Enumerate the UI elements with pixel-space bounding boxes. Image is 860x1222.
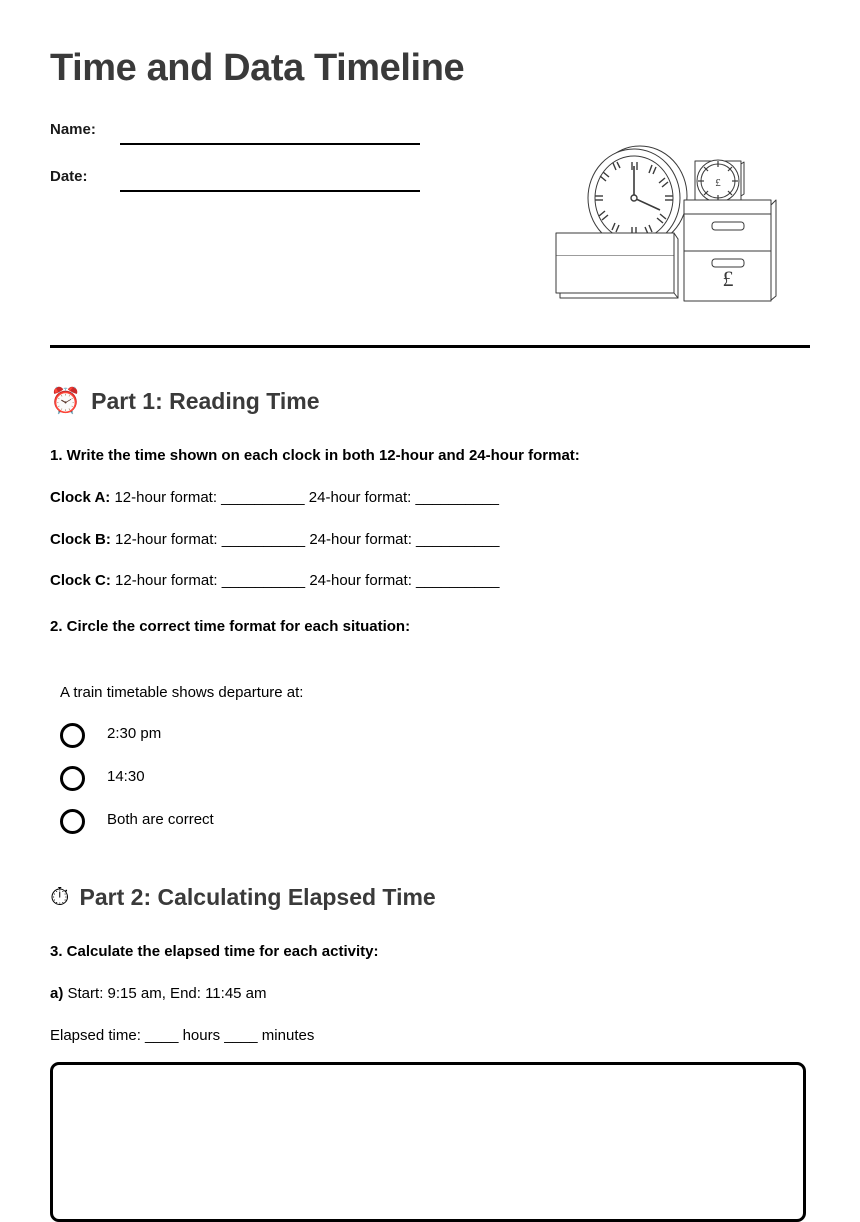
clock-c-row [50, 571, 499, 591]
answer-box[interactable] [50, 1062, 806, 1222]
question2-option-list [60, 720, 460, 849]
radio-circle-icon[interactable] [60, 723, 85, 748]
part2-title: Part 2: Calculating Elapsed Time [79, 884, 436, 910]
radio-circle-icon[interactable] [60, 766, 85, 791]
clock-a-label: Clock A: [50, 489, 111, 506]
clock-c-label: Clock C: [50, 572, 111, 589]
clock-b-label: Clock B: [50, 531, 111, 548]
name-input-rule[interactable] [120, 143, 420, 145]
section-divider [50, 345, 810, 348]
clock-c-blanks[interactable]: 12-hour format: __________ 24-hour format: __________ [110, 572, 500, 589]
item-a-text: Start: 9:15 am, End: 11:45 am [63, 985, 267, 1002]
radio-circle-icon[interactable] [60, 809, 85, 834]
cabinet-pound-symbol: £ [722, 266, 734, 291]
option-label: Both are correct [107, 811, 214, 828]
clock-b-blanks[interactable]: 12-hour format: __________ 24-hour format: __________ [110, 531, 500, 548]
date-label: Date: [50, 168, 88, 185]
clock-a-blanks[interactable]: 12-hour format: __________ 24-hour format: __________ [110, 489, 499, 506]
item-a-label: a) [50, 985, 64, 1002]
question2-scenario: A train timetable shows departure at: [60, 684, 304, 701]
name-label: Name: [50, 121, 96, 138]
question3-item-a [50, 984, 267, 1004]
clock-a-row [50, 488, 499, 508]
stopwatch-icon: ⏱ [50, 883, 70, 912]
option-label: 14:30 [107, 768, 145, 785]
option-label: 2:30 pm [107, 725, 162, 742]
question2-prompt: 2. Circle the correct time format for each situation: [50, 618, 411, 635]
part1-title: Part 1: Reading Time [91, 388, 320, 414]
small-clock-pound-symbol: £ [715, 177, 721, 189]
part2-heading [50, 884, 436, 912]
date-input-rule[interactable] [120, 190, 420, 192]
question1-prompt: 1. Write the time shown on each clock in both 12-hour and 24-hour format: [50, 447, 580, 464]
clock-b-row [50, 530, 499, 550]
option-item[interactable] [60, 806, 460, 849]
part1-heading [50, 388, 320, 416]
option-item[interactable] [60, 763, 460, 806]
alarm-clock-icon: ⏰ [50, 387, 82, 416]
question3-prompt: 3. Calculate the elapsed time for each activity: [50, 943, 379, 960]
clock-and-cabinet-illustration [548, 138, 798, 310]
question3-answer-line[interactable]: Elapsed time: ____ hours ____ minutes [50, 1027, 315, 1044]
page-title: Time and Data Timeline [50, 47, 465, 89]
option-item[interactable] [60, 720, 460, 763]
